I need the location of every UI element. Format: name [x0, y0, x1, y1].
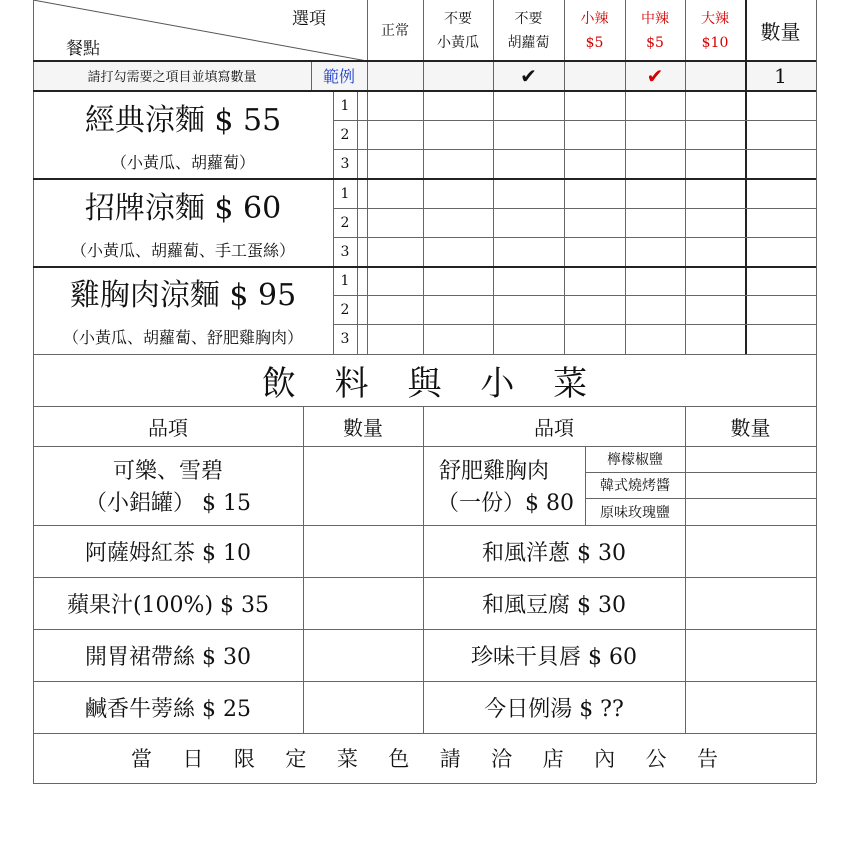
- option-checkbox-no-carrot[interactable]: [494, 180, 563, 207]
- quantity-field[interactable]: [746, 121, 815, 148]
- row-number: 2: [340, 301, 350, 318]
- section-title-char: 飲: [261, 363, 296, 404]
- option-checkbox-hot-spicy[interactable]: [686, 121, 744, 148]
- section-title: [33, 354, 816, 406]
- option-header-hot-spicy: 大辣 $10: [701, 10, 729, 51]
- example-check-medium-spicy: ✔: [646, 63, 664, 88]
- chicken-name: 舒肥雞胸肉: [439, 459, 550, 484]
- option-checkbox-no-cucumber[interactable]: [424, 209, 492, 236]
- option-checkbox-no-cucumber[interactable]: [424, 180, 492, 207]
- option-checkbox-no-carrot[interactable]: [494, 209, 563, 236]
- footer-char: 店: [542, 747, 564, 771]
- option-checkbox-no-cucumber[interactable]: [424, 267, 492, 294]
- option-checkbox-no-carrot[interactable]: [494, 267, 563, 294]
- quantity-field[interactable]: [686, 682, 815, 732]
- qty-column-header: 數量: [730, 415, 771, 440]
- option-checkbox-hot-spicy[interactable]: [686, 296, 744, 323]
- quantity-field[interactable]: [746, 92, 815, 119]
- row-number: 1: [340, 272, 350, 289]
- chicken-price: （一份）$ 80: [437, 491, 574, 516]
- example-quantity: 1: [774, 63, 787, 88]
- quantity-field[interactable]: [304, 630, 422, 680]
- quantity-field[interactable]: [746, 296, 815, 323]
- option-checkbox-medium-spicy[interactable]: [626, 121, 684, 148]
- option-checkbox-medium-spicy[interactable]: [626, 267, 684, 294]
- option-checkbox-medium-spicy[interactable]: [626, 238, 684, 265]
- option-checkbox-no-carrot[interactable]: [494, 238, 563, 265]
- option-checkbox-normal[interactable]: [368, 150, 422, 178]
- footer-char: 色: [388, 747, 410, 771]
- options-label: 選項: [292, 9, 326, 29]
- quantity-field[interactable]: [686, 526, 815, 576]
- row-number: 3: [340, 331, 350, 347]
- option-checkbox-mild-spicy[interactable]: [565, 121, 624, 148]
- cola-item: [33, 446, 303, 525]
- noodle-ingredients: （小黃瓜、胡蘿蔔）: [110, 152, 255, 172]
- row-number: 1: [340, 97, 350, 114]
- side-item: 開胃裙帶絲 $ 30: [85, 644, 251, 670]
- noodle-ingredients: （小黃瓜、胡蘿蔔、手工蛋絲）: [70, 240, 295, 260]
- option-checkbox-medium-spicy[interactable]: [626, 150, 684, 178]
- flavor-lemon-pepper: 檸檬椒鹽: [607, 452, 663, 468]
- row-number: 3: [340, 243, 350, 260]
- option-checkbox-no-cucumber[interactable]: [424, 92, 492, 119]
- side-item: 和風洋蔥 $ 30: [482, 540, 626, 566]
- flavor-lemon-pepper-quantity-field[interactable]: [686, 447, 815, 471]
- footer-char: 限: [233, 747, 255, 771]
- row-number: 1: [340, 185, 350, 202]
- option-checkbox-normal[interactable]: [368, 238, 422, 265]
- drink-item: 阿薩姆紅茶 $ 10: [85, 540, 251, 566]
- qty-column-header: 數量: [343, 415, 383, 440]
- row-number: 3: [340, 156, 350, 172]
- footer-char: 告: [696, 747, 718, 771]
- quantity-field[interactable]: [686, 578, 815, 628]
- option-checkbox-normal[interactable]: [368, 121, 422, 148]
- option-checkbox-normal[interactable]: [368, 180, 422, 207]
- quantity-field[interactable]: [746, 267, 815, 294]
- option-checkbox-hot-spicy[interactable]: [686, 267, 744, 294]
- drink-item: 蘋果汁(100%) $ 35: [66, 592, 270, 618]
- option-checkbox-mild-spicy[interactable]: [565, 238, 624, 265]
- flavor-rose-salt-quantity-field[interactable]: [686, 499, 815, 524]
- option-checkbox-medium-spicy[interactable]: [626, 325, 684, 353]
- option-header-no-carrot: 不要 胡蘿蔔: [507, 10, 550, 51]
- option-checkbox-no-cucumber[interactable]: [424, 121, 492, 148]
- noodle-ingredients: （小黃瓜、胡蘿蔔、舒肥雞胸肉）: [62, 327, 303, 347]
- option-header-no-cucumber: 不要 小黃瓜: [437, 10, 479, 51]
- example-check-no-carrot: ✔: [520, 63, 537, 88]
- noodle-name: 招牌涼麵 $ 60: [84, 191, 282, 226]
- row-number: 2: [340, 214, 350, 231]
- footer-char: 請: [439, 747, 461, 771]
- side-item: 珍味干貝唇 $ 60: [471, 644, 637, 670]
- noodle-name: 經典涼麵 $ 55: [84, 103, 282, 138]
- flavor-korean-bbq-quantity-field[interactable]: [686, 473, 815, 497]
- example-label: 範例: [311, 61, 367, 90]
- option-header-normal: 正常: [381, 22, 409, 39]
- quantity-field[interactable]: [746, 150, 815, 178]
- option-checkbox-hot-spicy[interactable]: [686, 325, 744, 353]
- instruction-text: 請打勾需要之項目並填寫數量: [33, 61, 311, 90]
- noodle-item: [33, 91, 333, 179]
- cola-quantity-field[interactable]: [304, 447, 422, 524]
- option-checkbox-no-cucumber[interactable]: [424, 296, 492, 323]
- footer-char: 當: [131, 747, 152, 771]
- flavor-korean-bbq: 韓式燒烤醬: [600, 478, 670, 494]
- side-item: 鹹香牛蒡絲 $ 25: [85, 696, 251, 722]
- section-title-char: 小: [480, 363, 515, 404]
- option-checkbox-no-carrot[interactable]: [494, 150, 563, 178]
- cola-price: （小鋁罐） $ 15: [85, 490, 251, 516]
- footer-char: 菜: [336, 747, 358, 771]
- flavor-rose-salt: 原味玫瑰鹽: [600, 504, 670, 521]
- option-checkbox-hot-spicy[interactable]: [686, 92, 744, 119]
- quantity-field[interactable]: [746, 209, 815, 236]
- quantity-header: 數量: [760, 20, 801, 44]
- cola-name: 可樂、雪碧: [112, 458, 223, 484]
- option-checkbox-normal[interactable]: [368, 92, 422, 119]
- section-title-char: 與: [407, 363, 442, 404]
- option-checkbox-medium-spicy[interactable]: [626, 180, 684, 207]
- soup-item: 今日例湯 $ ??: [484, 696, 624, 722]
- option-checkbox-no-carrot[interactable]: [494, 325, 563, 353]
- footer-char: 洽: [491, 747, 513, 771]
- option-checkbox-normal[interactable]: [368, 325, 422, 353]
- option-checkbox-no-cucumber[interactable]: [424, 325, 492, 353]
- option-checkbox-medium-spicy[interactable]: [626, 92, 684, 119]
- option-checkbox-hot-spicy[interactable]: [686, 238, 744, 265]
- side-item: 和風豆腐 $ 30: [482, 592, 626, 618]
- option-checkbox-medium-spicy[interactable]: [626, 209, 684, 236]
- noodle-item: [33, 179, 333, 266]
- option-checkbox-normal[interactable]: [368, 209, 422, 236]
- item-column-header: 品項: [148, 415, 188, 440]
- option-checkbox-no-carrot[interactable]: [494, 121, 563, 148]
- quantity-field[interactable]: [746, 325, 815, 353]
- quantity-field[interactable]: [686, 630, 815, 680]
- option-checkbox-mild-spicy[interactable]: [565, 209, 624, 236]
- item-column-header: 品項: [534, 415, 574, 440]
- option-checkbox-hot-spicy[interactable]: [686, 209, 744, 236]
- option-checkbox-no-cucumber[interactable]: [424, 238, 492, 265]
- footer-char: 內: [594, 747, 616, 771]
- noodle-name: 雞胸肉涼麵 $ 95: [69, 278, 297, 313]
- option-checkbox-mild-spicy[interactable]: [565, 180, 624, 207]
- section-title-char: 料: [334, 363, 369, 404]
- quantity-field[interactable]: [304, 578, 422, 628]
- option-checkbox-no-carrot[interactable]: [494, 296, 563, 323]
- option-header-mild-spicy: 小辣 $5: [580, 10, 609, 51]
- option-checkbox-mild-spicy[interactable]: [565, 150, 624, 178]
- row-number: 2: [340, 126, 350, 143]
- quantity-field[interactable]: [746, 180, 815, 207]
- option-checkbox-mild-spicy[interactable]: [565, 325, 624, 353]
- noodle-item: [33, 266, 333, 354]
- footer-char: 定: [285, 747, 307, 771]
- quantity-field[interactable]: [304, 526, 422, 576]
- quantity-field[interactable]: [746, 238, 815, 265]
- footer-notice: [33, 733, 816, 783]
- footer-char: 日: [182, 747, 204, 771]
- option-checkbox-mild-spicy[interactable]: [565, 92, 624, 119]
- option-checkbox-no-cucumber[interactable]: [424, 150, 492, 178]
- option-checkbox-normal[interactable]: [368, 296, 422, 323]
- section-title-char: 菜: [553, 363, 588, 404]
- chicken-item: [423, 446, 585, 525]
- meals-label: 餐點: [66, 39, 100, 59]
- option-checkbox-no-carrot[interactable]: [494, 92, 563, 119]
- footer-char: 公: [645, 747, 667, 771]
- option-header-medium-spicy: 中辣 $5: [641, 10, 669, 51]
- option-checkbox-hot-spicy[interactable]: [686, 150, 744, 178]
- option-checkbox-normal[interactable]: [368, 267, 422, 294]
- option-checkbox-mild-spicy[interactable]: [565, 267, 624, 294]
- option-checkbox-medium-spicy[interactable]: [626, 296, 684, 323]
- option-checkbox-mild-spicy[interactable]: [565, 296, 624, 323]
- quantity-field[interactable]: [304, 682, 422, 732]
- option-checkbox-hot-spicy[interactable]: [686, 180, 744, 207]
